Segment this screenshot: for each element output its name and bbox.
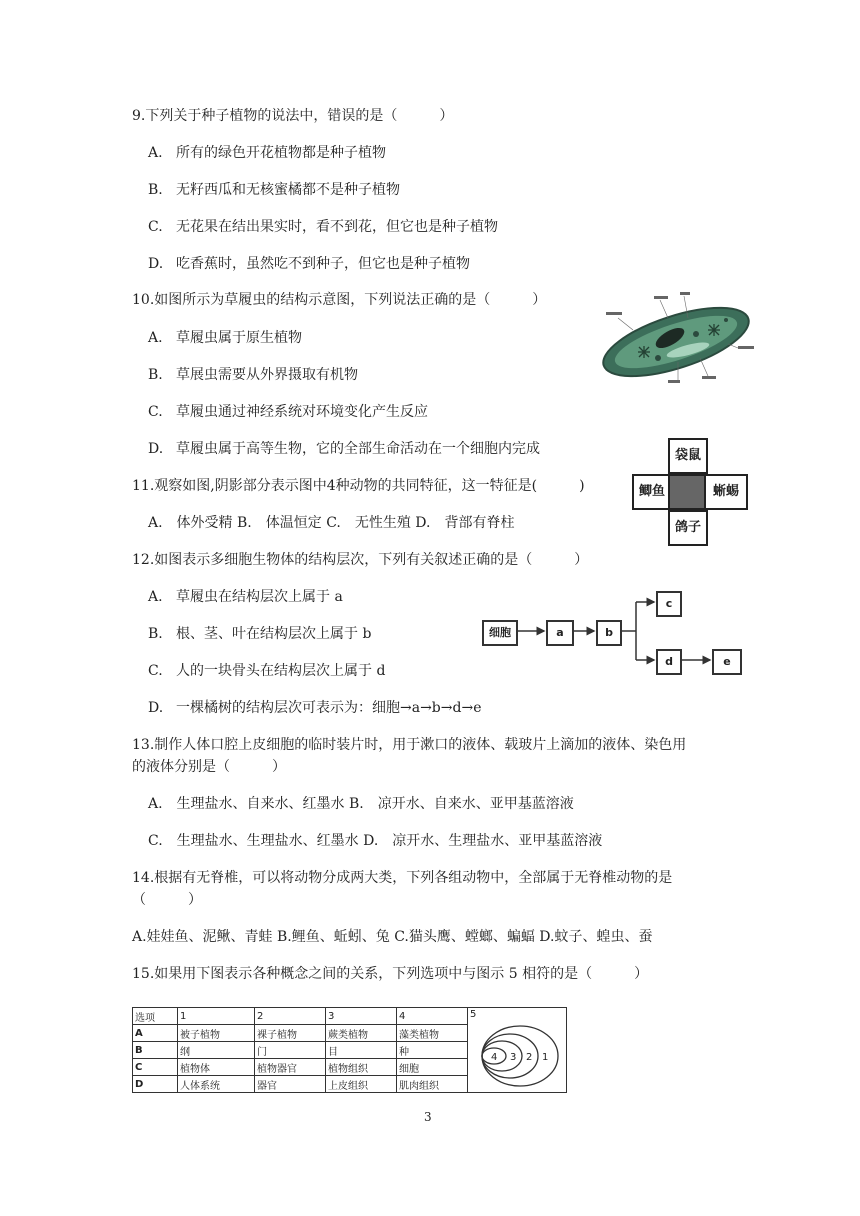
- hierarchy-figure: [480, 584, 746, 680]
- paramecium-illustration: [588, 290, 758, 385]
- question-12-option-b: B. 根、茎、叶在结构层次上属于 b: [148, 626, 372, 642]
- hierarchy-cell-box: 细胞: [482, 620, 518, 646]
- table-header-cell: 5: [470, 1009, 477, 1020]
- question-12-option-c: C. 人的一块骨头在结构层次上属于 d: [148, 663, 386, 679]
- table-cell: 人体系统: [178, 1076, 255, 1093]
- question-13-options-1: A. 生理盐水、自来水、红墨水 B. 凉开水、自来水、亚甲基蓝溶液: [148, 796, 574, 812]
- page-number: 3: [424, 1110, 432, 1124]
- table-cell: 蕨类植物: [326, 1025, 397, 1042]
- animal-cross-figure: [632, 438, 748, 544]
- question-12-option-d: D. 一棵橘树的结构层次可表示为：细胞→a→b→d→e: [148, 700, 482, 716]
- question-9-option-c: C. 无花果在结出果实时，看不到花，但它也是种子植物: [148, 219, 498, 235]
- table-cell: 被子植物: [178, 1025, 255, 1042]
- question-12-stem: 12.如图表示多细胞生物体的结构层次，下列有关叙述正确的是（ ）: [132, 552, 589, 568]
- table-cell: 纲: [178, 1042, 255, 1059]
- circle-label-2: 2: [526, 1052, 533, 1063]
- table-cell: 细胞: [397, 1059, 468, 1076]
- question-11-options: A. 体外受精 B. 体温恒定 C. 无性生殖 D. 背部有脊柱: [148, 515, 515, 531]
- hierarchy-c-box: c: [656, 591, 682, 617]
- table-cell: 植物组织: [326, 1059, 397, 1076]
- table-cell: B: [133, 1042, 178, 1059]
- table-header-cell: 选项: [133, 1008, 178, 1025]
- cross-top-label: 袋鼠: [668, 438, 708, 474]
- table-cell: 植物器官: [255, 1059, 326, 1076]
- cross-right-label: 蜥蜴: [704, 474, 748, 510]
- circle-label-3: 3: [510, 1052, 517, 1063]
- table-cell: 目: [326, 1042, 397, 1059]
- question-9-option-d: D. 吃香蕉时，虽然吃不到种子，但它也是种子植物: [148, 256, 470, 272]
- question-10-option-a: A. 草履虫属于原生植物: [148, 330, 302, 346]
- table-header-cell: 1: [178, 1008, 255, 1025]
- question-14-stem: 14.根据有无脊椎，可以将动物分成两大类，下列各组动物中，全部属于无脊椎动物的是: [132, 870, 673, 886]
- question-15-stem: 15.如果用下图表示各种概念之间的关系，下列选项中与图示 5 相符的是（ ）: [132, 966, 649, 982]
- question-11-stem: 11.观察如图,阴影部分表示图中4种动物的共同特征，这一特征是( ): [132, 478, 585, 494]
- question-14-stem-cont: （ ）: [132, 892, 202, 908]
- table-cell: A: [133, 1025, 178, 1042]
- concept-table: [132, 1007, 567, 1093]
- question-9-stem: 9.下列关于种子植物的说法中，错误的是（ ）: [132, 108, 454, 124]
- table-cell: 植物体: [178, 1059, 255, 1076]
- table-cell: 肌肉组织: [397, 1076, 468, 1093]
- question-13-options-2: C. 生理盐水、生理盐水、红墨水 D. 凉开水、生理盐水、亚甲基蓝溶液: [148, 833, 603, 849]
- table-cell: 门: [255, 1042, 326, 1059]
- circle-label-1: 1: [542, 1052, 549, 1063]
- nested-circles-figure: [476, 1022, 560, 1092]
- question-9-option-b: B. 无籽西瓜和无核蜜橘都不是种子植物: [148, 182, 400, 198]
- table-figure-cell: [468, 1008, 567, 1093]
- question-10-stem: 10.如图所示为草履虫的结构示意图，下列说法正确的是（ ）: [132, 292, 547, 308]
- question-9-option-a: A. 所有的绿色开花植物都是种子植物: [148, 145, 386, 161]
- question-10-option-c: C. 草履虫通过神经系统对环境变化产生反应: [148, 404, 428, 420]
- table-cell: 种: [397, 1042, 468, 1059]
- question-14-options: A.娃娃鱼、泥鳅、青蛙 B.鲤鱼、蚯蚓、兔 C.猫头鹰、螳螂、蝙蝠 D.蚊子、蝗虫、蚕: [132, 929, 653, 945]
- table-cell: 裸子植物: [255, 1025, 326, 1042]
- hierarchy-e-box: e: [712, 649, 742, 675]
- hierarchy-a-box: a: [546, 620, 574, 646]
- question-10-option-b: B. 草展虫需要从外界摄取有机物: [148, 367, 358, 383]
- table-cell: 器官: [255, 1076, 326, 1093]
- table-header-row: [133, 1008, 567, 1025]
- table-header-cell: 4: [397, 1008, 468, 1025]
- table-cell: 上皮组织: [326, 1076, 397, 1093]
- question-13-stem: 13.制作人体口腔上皮细胞的临时装片时，用于漱口的液体、载玻片上滴加的液体、染色用: [132, 737, 687, 753]
- hierarchy-d-box: d: [656, 649, 682, 675]
- question-10-option-d: D. 草履虫属于高等生物，它的全部生命活动在一个细胞内完成: [148, 441, 540, 457]
- table-header-cell: 2: [255, 1008, 326, 1025]
- circle-label-4: 4: [491, 1052, 498, 1063]
- question-13-stem-cont: 的液体分别是（ ）: [132, 759, 286, 775]
- cross-bottom-label: 鸽子: [668, 510, 708, 546]
- question-12-option-a: A. 草履虫在结构层次上属于 a: [148, 589, 343, 605]
- table-cell: 藻类植物: [397, 1025, 468, 1042]
- table-cell: D: [133, 1076, 178, 1093]
- table-cell: C: [133, 1059, 178, 1076]
- cross-shaded-center: [668, 474, 708, 510]
- hierarchy-b-box: b: [596, 620, 622, 646]
- table-header-cell: 3: [326, 1008, 397, 1025]
- cross-left-label: 鲫鱼: [632, 474, 672, 510]
